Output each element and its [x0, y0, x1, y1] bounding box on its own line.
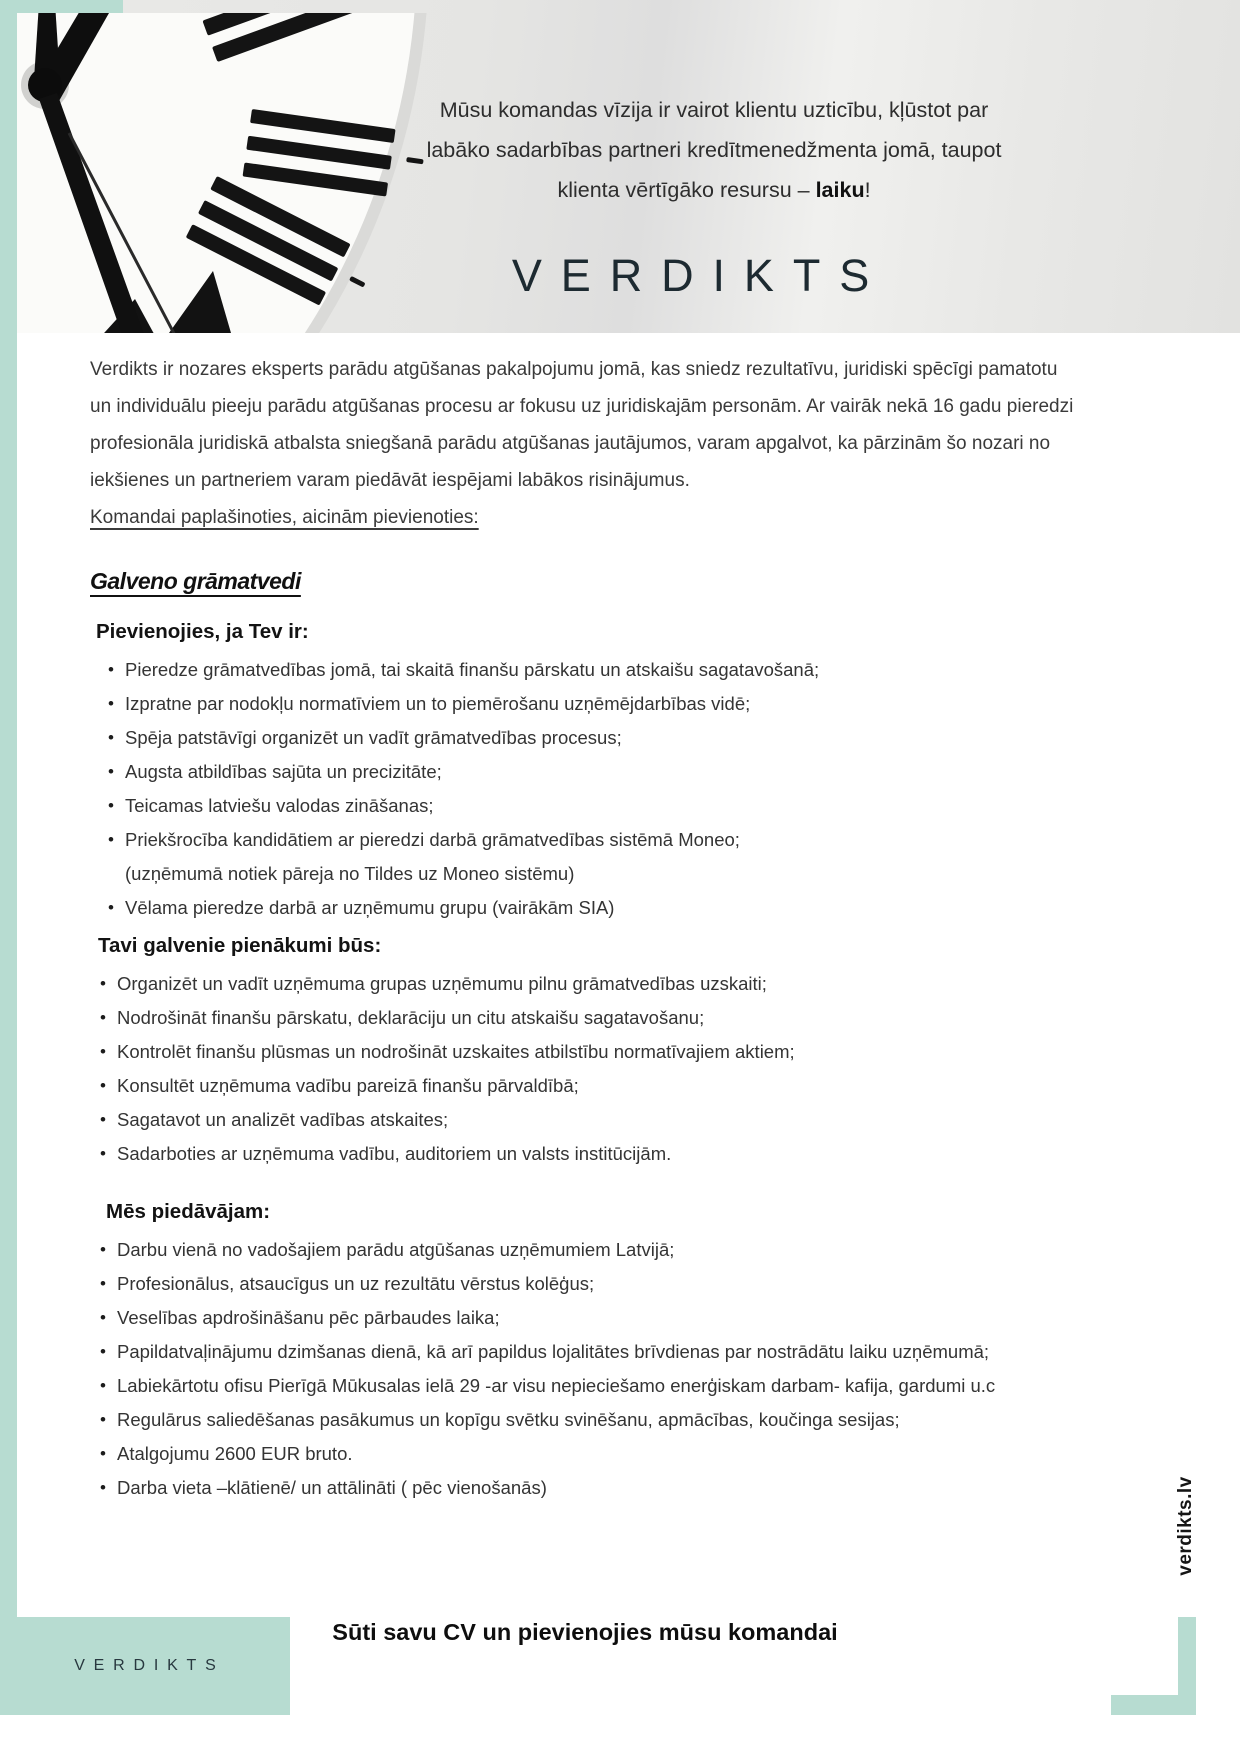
offers-list: [100, 1237, 995, 1500]
company-logo: VERDIKTS: [511, 250, 889, 301]
mint-top-accent: [0, 0, 123, 13]
list-item: [100, 971, 795, 996]
section-heading: Tavi galvenie pienākumi būs:: [98, 934, 382, 957]
list-item-text: Sagatavot un analizēt vadības atskaites;: [117, 1109, 449, 1130]
list-item: [100, 1141, 795, 1166]
list-item: [108, 895, 819, 920]
list-item: [100, 1237, 995, 1262]
vision-line-2: labāko sadarbības partneri kredītmenedžmenta jomā, taupot: [426, 138, 1002, 162]
list-item-text: Konsultēt uzņēmuma vadību pareizā finanšu pārvaldībā;: [117, 1075, 579, 1096]
vision-statement: [400, 90, 1028, 210]
vision-bold-word: laiku: [815, 178, 865, 202]
list-item-text: Darbu vienā no vadošajiem parādu atgūšanas uzņēmumiem Latvijā;: [117, 1239, 675, 1260]
list-item: [100, 1339, 995, 1364]
list-item: [100, 1475, 995, 1500]
list-item-subtext: (uzņēmumā notiek pāreja no Tildes uz Moneo sistēmu): [125, 863, 575, 884]
job-title: Galveno grāmatvedi: [90, 568, 301, 594]
list-item-text: Vēlama pieredze darbā ar uzņēmumu grupu (vairākām SIA): [125, 897, 615, 918]
mint-left-edge-strip: [0, 0, 17, 1617]
list-item: [108, 657, 819, 682]
company-intro: [90, 351, 1073, 536]
intro-line: un individuālu pieeju parādu atgūšanas procesu ar fokusu uz juridiskajām personām. Ar vairāk nekā 16 gadu pieredzi: [90, 396, 1074, 417]
duties-list: [98, 971, 795, 1166]
list-item-text: Teicamas latviešu valodas zināšanas;: [125, 795, 434, 816]
footer-logo-box: [0, 1617, 290, 1715]
footer-logo-text: VERDIKTS: [74, 1657, 225, 1674]
section-duties: [98, 934, 795, 1175]
list-item: [108, 725, 819, 750]
list-item-text: Izpratne par nodokļu normatīviem un to piemērošanu uzņēmējdarbības vidē;: [125, 693, 751, 714]
list-item: [100, 1305, 995, 1330]
list-item-text: Regulārus saliedēšanas pasākumus un kopīgu svētku svinēšanu, apmācības, koučinga sesijas;: [117, 1409, 900, 1430]
list-item: [100, 1441, 995, 1466]
list-item-text: Pieredze grāmatvedības jomā, tai skaitā finanšu pārskatu un atskaišu sagatavošanā;: [125, 659, 820, 680]
list-item-text: Kontrolēt finanšu plūsmas un nodrošināt uzskaites atbilstību normatīvajiem aktiem;: [117, 1041, 795, 1062]
list-item-text: Sadarboties ar uzņēmuma vadību, auditoriem un valsts institūcijām.: [117, 1143, 672, 1164]
invite-line: Komandai paplašinoties, aicinām pievienoties:: [90, 507, 479, 528]
intro-line: Verdikts ir nozares eksperts parādu atgūšanas pakalpojumu jomā, kas sniedz rezultatīvu, juridiski spēcīgi pamatotu: [90, 359, 1058, 380]
list-item-text: Priekšrocība kandidātiem ar pieredzi darbā grāmatvedības sistēmā Moneo;: [125, 829, 740, 850]
vision-line-3: klienta vērtīgāko resursu – laiku!: [557, 178, 871, 202]
list-item: [100, 1039, 795, 1064]
list-item: [108, 827, 819, 886]
requirements-list: [96, 657, 819, 920]
cv-call-to-action: Sūti savu CV un pievienojies mūsu komandai: [332, 1619, 838, 1645]
list-item-text: Profesionālus, atsaucīgus un uz rezultātu vērstus kolēģus;: [117, 1273, 595, 1294]
list-item: [108, 691, 819, 716]
list-item-text: Labiekārtotu ofisu Pierīgā Mūkusalas ielā 29 -ar visu nepieciešamo enerģiskam darbam- kafija, gardumi u.c: [117, 1375, 996, 1396]
intro-line: iekšienes un partneriem varam piedāvāt iespējami labākos risinājumus.: [90, 470, 690, 491]
mint-corner-bracket-horizontal: [1111, 1695, 1196, 1715]
list-item: [100, 1407, 995, 1432]
list-item-text: Spēja patstāvīgi organizēt un vadīt grāmatvedības procesus;: [125, 727, 622, 748]
list-item: [100, 1107, 795, 1132]
section-heading: Mēs piedāvājam:: [106, 1200, 271, 1223]
list-item: [100, 1373, 995, 1398]
section-heading: Pievienojies, ja Tev ir:: [96, 620, 309, 643]
list-item: [100, 1005, 795, 1030]
list-item-text: Nodrošināt finanšu pārskatu, deklarāciju un citu atskaišu sagatavošanu;: [117, 1007, 705, 1028]
section-offers: [100, 1200, 995, 1509]
website-label: verdikts.lv: [1175, 1476, 1196, 1576]
list-item-text: Augsta atbildības sajūta un precizitāte;: [125, 761, 442, 782]
intro-line: profesionāla juridiskā atbalsta sniegšanā parādu atgūšanas jautājumos, varam apgalvot, ka pārzinām šo nozari no: [90, 433, 1051, 454]
list-item-text: Darba vieta –klātienē/ un attālināti ( pēc vienošanās): [117, 1477, 547, 1498]
list-item: [100, 1271, 995, 1296]
list-item: [108, 793, 819, 818]
list-item-text: Organizēt un vadīt uzņēmuma grupas uzņēmumu pilnu grāmatvedības uzskaiti;: [117, 973, 767, 994]
section-requirements: [96, 620, 819, 929]
list-item-text: Atalgojumu 2600 EUR bruto.: [117, 1443, 353, 1464]
list-item-text: Veselības apdrošināšanu pēc pārbaudes laika;: [117, 1307, 500, 1328]
list-item: [100, 1073, 795, 1098]
vision-line-1: Mūsu komandas vīzija ir vairot klientu uzticību, kļūstot par: [439, 98, 989, 122]
list-item-text: Papildatvaļinājumu dzimšanas dienā, kā arī papildus lojalitātes brīvdienas par nostrādātu laiku uzņēmumā;: [117, 1341, 990, 1362]
list-item: [108, 759, 819, 784]
